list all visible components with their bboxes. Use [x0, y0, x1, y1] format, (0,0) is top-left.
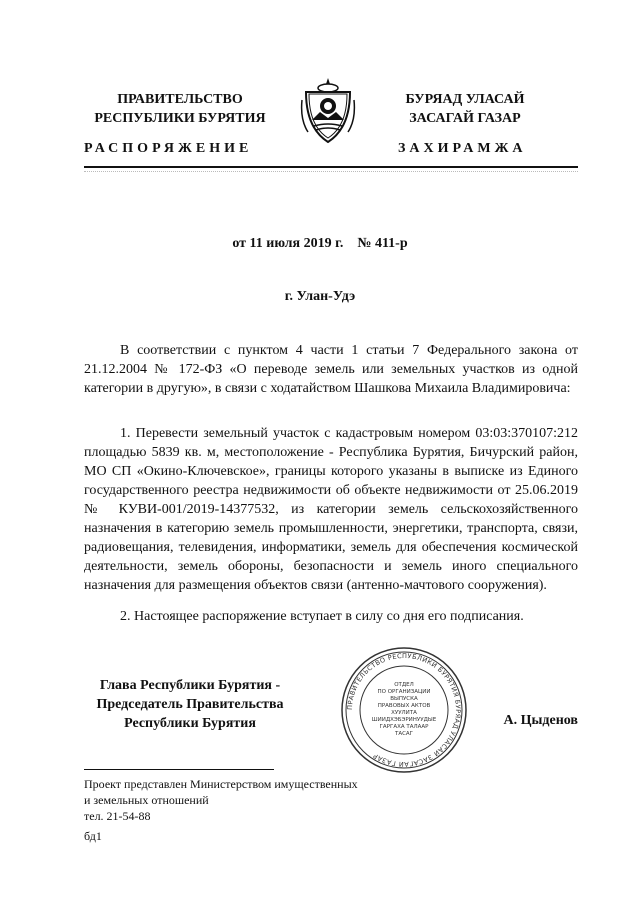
seal-line: ПРАВОВЫХ АКТОВ: [377, 703, 431, 709]
header-rule: [84, 166, 578, 168]
org-name-ru-line2: РЕСПУБЛИКИ БУРЯТИЯ: [94, 111, 266, 126]
item-2: 2. Настоящее распоряжение вступает в силу со дня его подписания.: [120, 609, 524, 624]
footer: [84, 776, 358, 844]
org-name-bua-line1: БУРЯАД УЛАСАЙ: [405, 92, 525, 107]
footer-code: бд1: [84, 829, 102, 843]
signatory-title: [70, 676, 310, 733]
header-left: [60, 90, 300, 128]
org-name-ru-line1: ПРАВИТЕЛЬСТВО: [117, 92, 243, 107]
footer-line2: и земельных отношений: [84, 793, 209, 807]
seal-line: ВЫПУСКА: [390, 696, 418, 702]
footer-line1: Проект представлен Министерством имущественных: [84, 777, 358, 791]
seal-line: ШИИДХЭБЭРИНУУДЫЕ: [371, 717, 437, 723]
signatory-title-line2: Председатель Правительства: [96, 697, 284, 712]
seal-line: ПО ОРГАНИЗАЦИИ: [377, 689, 431, 695]
city: г. Улан-Удэ: [284, 289, 356, 304]
org-name-bua-line2: ЗАСАГАЙ ГАЗАР: [409, 111, 521, 126]
seal-line: ГАРГАХА ТАЛААР: [379, 724, 429, 730]
seal-line: ХУУЛИТА: [391, 710, 417, 716]
header-right: [345, 90, 585, 128]
footer-rule: [84, 769, 274, 770]
seal-line: ОТДЕЛ: [394, 682, 414, 688]
date-number: от 11 июля 2019 г. № 411-р: [232, 236, 408, 251]
seal-ring-text: ПРАВИТЕЛЬСТВО РЕСПУБЛИКИ БУРЯТИЯ БУРЯАД УЛАСАЙ ЗАСАГАЙ ГАЗАР: [345, 651, 463, 769]
item-1: 1. Перевести земельный участок с кадастровым номером 03:03:370107:212 площадью 5839 кв. м, местоположение - Республика Бурятия, Бичурский район, МО СП «Окино-Ключевское», границы которого указаны в выписке из Единого государственного реестра недвижимости об объекте недвижимости от 25.06.2019 № КУВИ-001/2019-14377532, из категории земель сельскохозяйственного назначения в категорию земель промышленности, энергетики, транспорта, связи, радиовещания, телевидения, информатики, земель для обеспечения космической деятельности, земель обороны, безопасности и земель иного специального назначения для размещения объектов связи (антенно-мачтового сооружения).: [84, 426, 578, 593]
footer-phone: тел. 21-54-88: [84, 809, 151, 823]
preamble: В соответствии с пунктом 4 части 1 статьи 7 Федерального закона от 21.12.2004 № 172-ФЗ «О переводе земель или земельных участков из одной категории в другую», в связи с ходатайством Шашкова Михаила Владимировича:: [84, 343, 578, 396]
seal-line: ТАСАГ: [394, 731, 414, 737]
signatory-title-line1: Глава Республики Бурятия -: [99, 678, 281, 693]
official-seal: [340, 646, 468, 774]
doc-type-ru: РАСПОРЯЖЕНИЕ: [84, 141, 253, 156]
header-dotted-rule: [84, 171, 578, 172]
signatory-name: А. Цыденов: [503, 713, 578, 728]
doc-type-bua: ЗАХИРАМЖА: [398, 141, 527, 156]
signatory-title-line3: Республики Бурятия: [124, 716, 256, 731]
